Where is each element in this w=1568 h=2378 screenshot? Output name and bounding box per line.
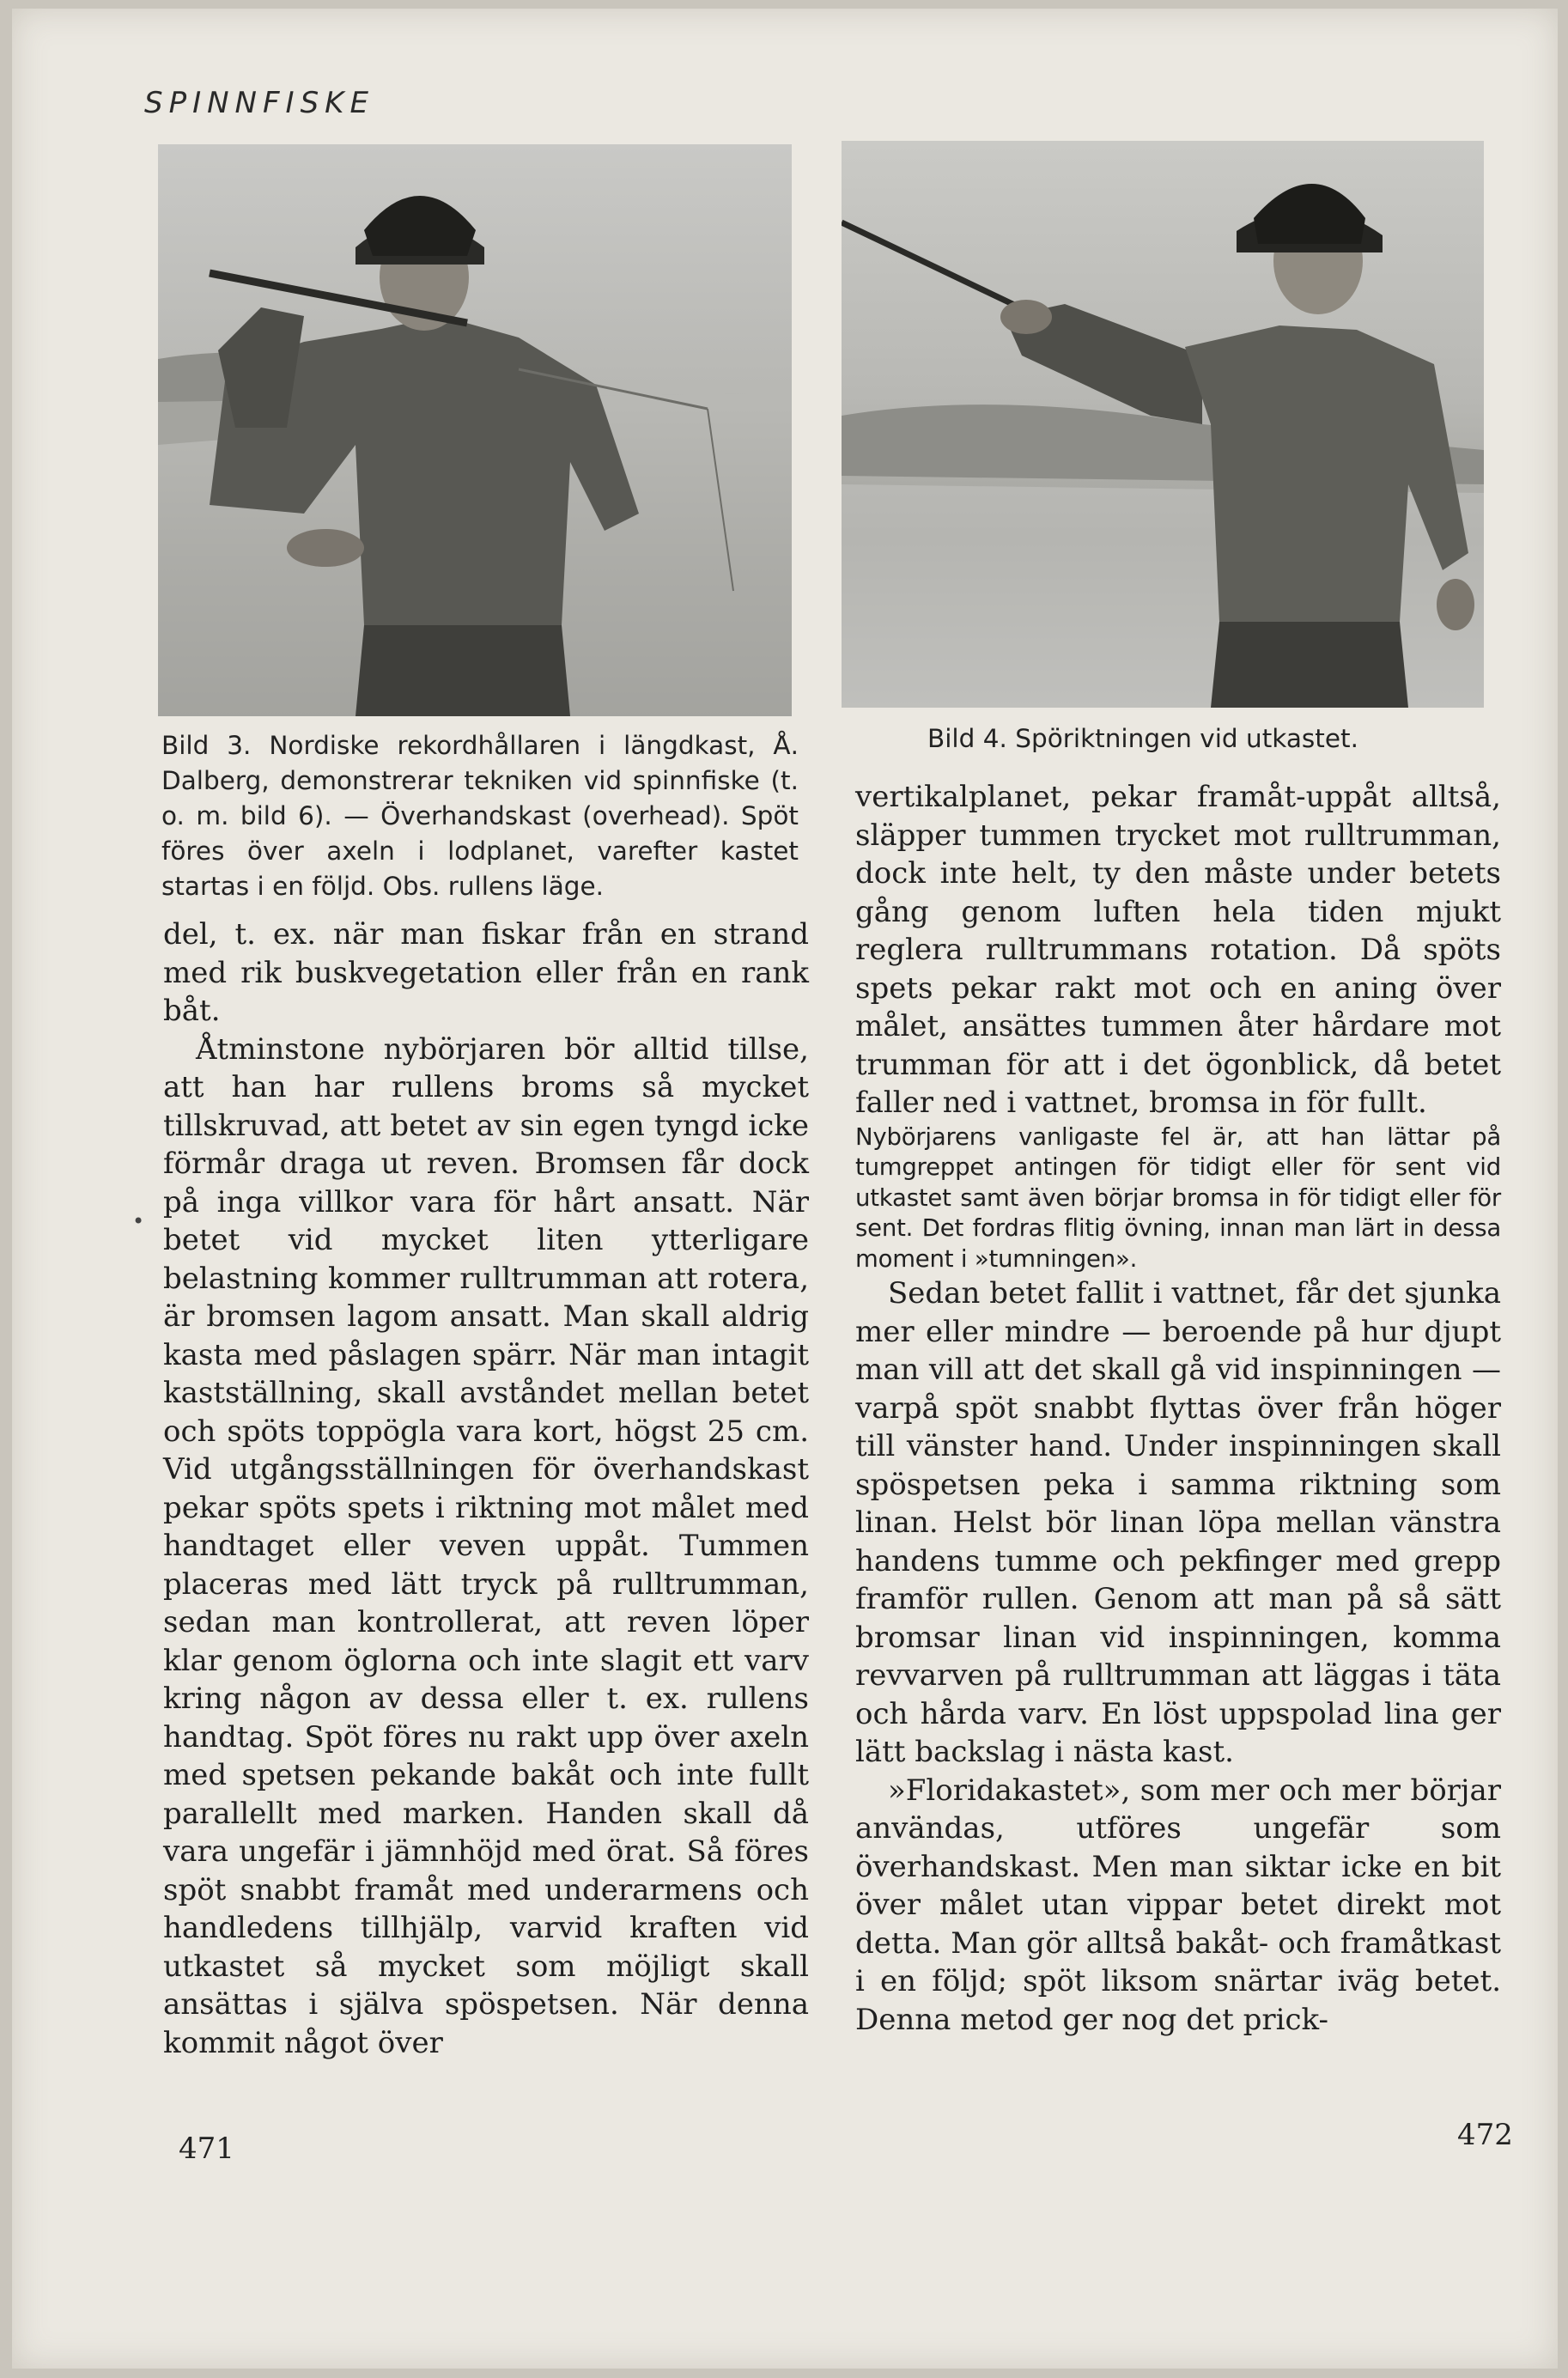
right-column bbox=[855, 778, 1501, 2039]
photo-bild-4 bbox=[842, 141, 1484, 708]
caption-bild-4: Bild 4. Spöriktningen vid utkastet. bbox=[927, 724, 1358, 753]
page-number-right: 472 bbox=[1457, 2118, 1513, 2152]
margin-dot: • bbox=[132, 1209, 145, 1233]
page-number-left: 471 bbox=[179, 2132, 234, 2166]
running-head: SPINNFISKE bbox=[144, 86, 374, 120]
right-paragraph-3: »Floridakastet», som mer och mer börjar användas, utföres ungefär som överhandskast. Men man siktar icke en bit över målet utan vippar betet direkt mot detta. Man gör alltså bakåt- och framåtkast i en följd; spöt liksom snärtar iväg betet. Denna metod ger nog det prick- bbox=[855, 1773, 1501, 2037]
photo-bild-3-illustration bbox=[158, 144, 792, 716]
photo-bild-3 bbox=[158, 144, 792, 716]
caption-bild-3: Bild 3. Nordiske rekordhållaren i längdkast, Å. Dalberg, demonstrerar tekniken vid spinnfiske (t. o. m. bild 6). — Överhandskast (overhead). Spöt föres över axeln i lodplanet, varefter kastet startas i en följd. Obs. rullens läge. bbox=[161, 731, 799, 901]
left-column bbox=[163, 915, 809, 2062]
right-paragraph-note: Nybörjarens vanligaste fel är, att han lättar på tumgreppet antingen för tidigt eller för sent vid utkastet samt även börjar bromsa in för tidigt eller för sent. Det fordras flitig övning, innan man lärt in dessa moment i »tumningen». bbox=[855, 1122, 1501, 1273]
right-paragraph-2: Sedan betet fallit i vattnet, får det sjunka mer eller mindre — beroende på hur djupt man vill att det skall gå vid inspinningen — varpå spöt snabbt flyttas över från höger till vänster hand. Under inspinningen skall spöspetsen peka i samma riktning som linan. Helst bör linan löpa mellan vänstra handens tumme och pekfinger med grepp framför rullen. Genom att man på så sätt bromsar linan vid inspinningen, komma revvarven på rulltrumman att läggas i täta och hårda varv. En löst uppspolad lina ger lätt backslag i nästa kast. bbox=[855, 1276, 1501, 1769]
left-paragraph-2: Åtminstone nybörjaren bör alltid tillse, att han har rullens broms så mycket tillskruvad, att betet av sin egen tyngd icke förmår draga ut reven. Bromsen får dock på inga villkor vara för hårt ansatt. När betet vid mycket liten ytterligare belastning kommer rulltrumman att rotera, är bromsen lagom ansatt. Man skall aldrig kasta med påslagen spärr. När man intagit kastställning, skall avståndet mellan betet och spöts toppögla vara kort, högst 25 cm. Vid utgångsställningen för överhandskast pekar spöts spets i riktning mot målet med handtaget eller veven uppåt. Tummen placeras med lätt tryck på rulltrumman, sedan man kontrollerat, att reven löper klar genom öglorna och inte slagit ett varv kring någon av dessa eller t. ex. rullens handtag. Spöt föres nu rakt upp över axeln med spetsen pekande bakåt och inte fullt parallellt med marken. Handen skall då vara ungefär i jämnhöjd med örat. Så föres spöt snabbt framåt med underarmens och handledens tillhjälp, varvid kraften vid utkastet så mycket som möjligt skall ansättas i själva spöspetsen. När denna kommit något över bbox=[163, 1031, 809, 2060]
left-paragraph-1: del, t. ex. när man fiskar från en strand med rik buskvegetation eller från en rank båt. bbox=[163, 917, 809, 1028]
right-paragraph-1: vertikalplanet, pekar framåt-uppåt alltså, släpper tummen trycket mot rulltrumman, dock inte helt, ty den måste under betets gång genom luften hela tiden mjukt reglera rulltrummans rotation. Då spöts spets pekar rakt mot och en aning över målet, ansättes tummen åter hårdare mot trumman för att i det ögonblick, då betet faller ned i vattnet, bromsa in för fullt. bbox=[855, 780, 1501, 1120]
photo-bild-4-illustration bbox=[842, 141, 1484, 708]
